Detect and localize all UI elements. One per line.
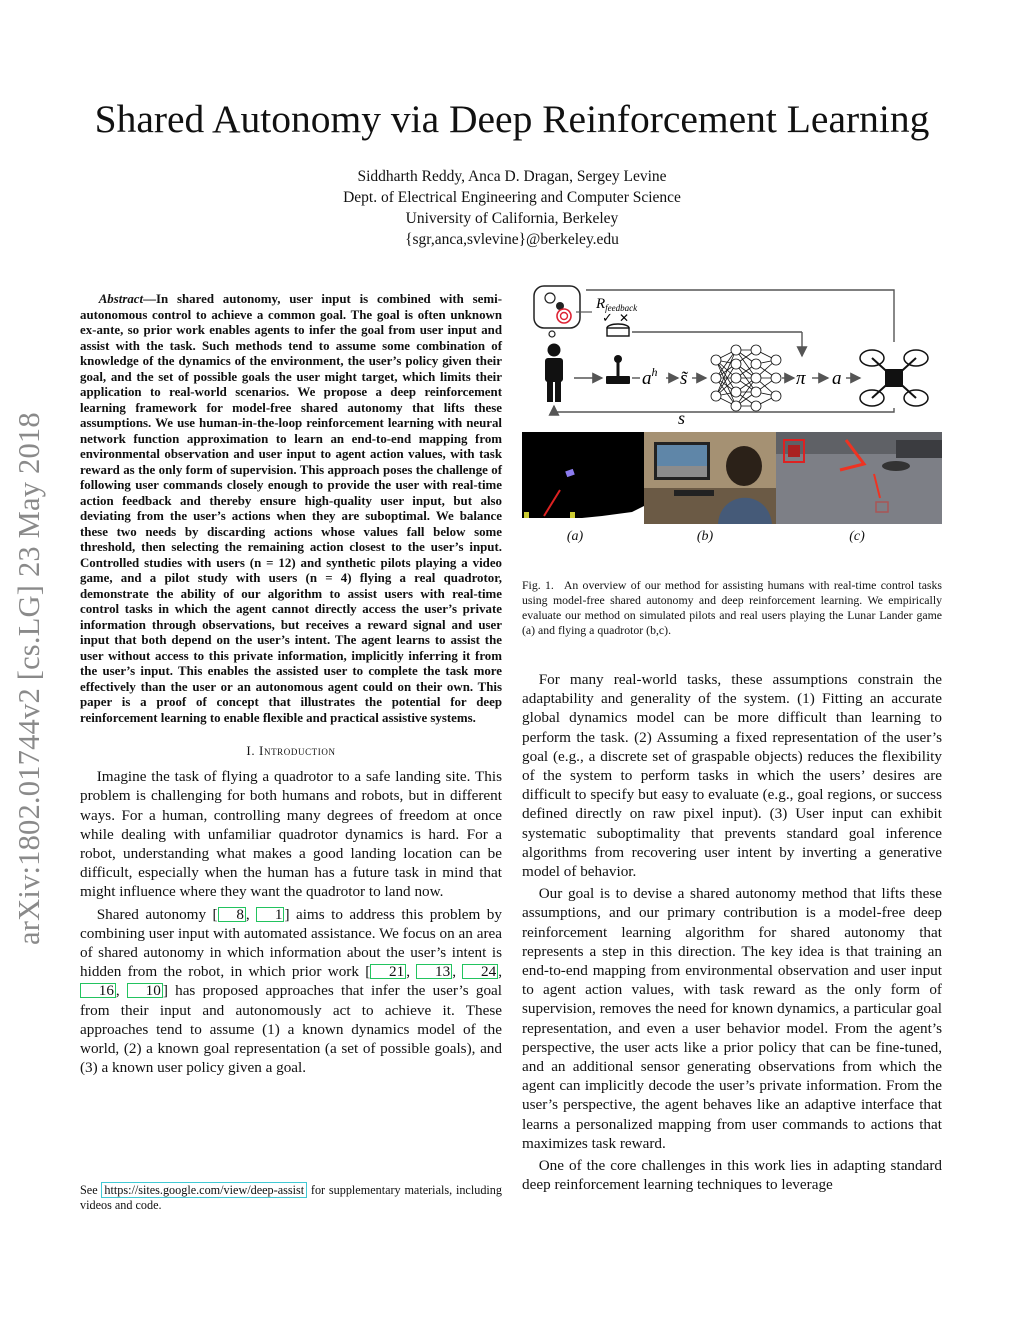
citation-link[interactable]: 10 [127,983,163,998]
figure-caption [522,578,942,638]
lunar-lander-screenshot [522,432,652,524]
augmented-state-label: s̃ [680,368,688,389]
right-column [522,670,942,1194]
citation-link[interactable]: 8 [218,907,246,922]
author-names: Siddharth Reddy, Anca D. Dragan, Sergey Levine [357,168,667,185]
author-university: University of California, Berkeley [405,210,619,227]
lunar-lander-scene [522,432,652,524]
user-action-label: $a^h$ [642,365,658,389]
policy-label: π [796,368,806,389]
author-department: Dept. of Electrical Engineering and Computer Science [343,189,681,206]
citation-link[interactable]: 1 [256,907,284,922]
quadrotor-arena-scene [776,432,942,524]
cross-icon: ✕ [619,311,630,325]
footnote-post: for supplementary materials, including videos and code. [80,1183,502,1212]
section-heading-introduction [80,741,502,760]
right-paragraph-1: For many real-world tasks, these assumptions constrain the adaptability and generality of the system. (1) Fitting an accurate global dynamics model can be more difficult than learning to perform the task. (2) Assuming a fixed representation of the user’s goal (e.g., a discrete set of graspable objects) reduces the flexibility of the system to perform tasks in which the users’ desires are difficult to specify but easy to evaluate (e.g., goal regions, or success defined directly on raw pixel input). (3) User input can exhibit systematic suboptimality that prevents standard goal inference algorithms from recovering user intent by inverting a generative model of behavior. [522,671,942,881]
supplementary-url-link[interactable]: https://sites.google.com/view/deep-assist [101,1182,307,1198]
section-number: I. [246,743,256,758]
citation-link[interactable]: 13 [416,964,452,979]
goal-thought-bubble-icon [534,286,580,337]
user-at-computer-scene [644,432,782,524]
author-block [112,166,912,250]
feedback-reward-label: $R_{feedback}$ [596,296,638,313]
figure-number: Fig. 1. [522,578,554,592]
intro-paragraph-2: Shared autonomy [ 8 , 1 ] aims to address this problem by combining user input with automated assistance. We focus on an area of shared autonomy in which information about the user’s intent is hidden from the robot, in which prior work [ 21 , 13 , 24 , 16 , 10 ] has proposed approaches that infer the user’s goal from their input and autonomously act to achieve it. These approaches tend to assume (1) a known dynamics model of the world, (2) a known goal representation (a set of possible goals), and (3) a known user policy given a goal. [80,905,503,1077]
author-email: {sgr,anca,svlevine}@berkeley.edu [405,231,619,248]
text-run: ] aims to address this problem by combining user input with automated assistance. We focus on an area of shared autonomy in which information about the user’s intent is hidden from the robot, in which prior work [ [80,905,502,981]
arxiv-stamp: arXiv:1802.01744v2 [cs.LG] 23 May 2018 [12,412,46,945]
citation-link[interactable]: 21 [370,964,406,979]
joystick-icon [606,355,630,384]
citation-link[interactable]: 24 [462,964,498,979]
figure-1 [522,284,942,554]
agent-action-label: a [832,368,842,389]
text-run: , [245,905,257,923]
neural-network-icon [711,345,781,411]
section-title: Introduction [259,743,336,758]
footnote [80,1183,502,1213]
abstract [80,292,502,726]
method-diagram [522,284,942,426]
footnote-pre: See [80,1183,102,1197]
right-paragraph-2: Our goal is to devise a shared autonomy method that lifts these assumptions, and our primary contribution is a model-free deep reinforcement learning algorithm for shared autonomy that represents a step in this direction. The key idea is that training an end-to-end mapping from environmental observation and user input to agent action values, with task reward as the only form of supervision, removes the need for known dynamics, a particular goal representation, and even a user behavior model. From the agent’s perspective, the user acts like a prior policy that can be fine-tuned, and an additional sensor generating observations from which the agent can implicitly decode the user’s private information. From the user’s perspective, the agent behaves like an adaptive interface that learns a personalized mapping from user commands to actions that maximizes task reward. [522,885,942,1152]
human-user-icon [545,344,563,403]
quadrotor-arena-photo [776,432,942,524]
citation-link[interactable]: 16 [80,983,116,998]
text-run: Shared autonomy [ [96,905,218,923]
state-label: s [678,408,686,426]
paper-title: Shared Autonomy via Deep Reinforcement Learning [94,97,930,141]
quadrotor-icon [860,350,928,406]
left-column [80,292,502,1077]
intro-paragraph-1: Imagine the task of flying a quadrotor to a safe landing site. This problem is challenging for both humans and robots, but in different ways. For a human, controlling many degrees of freedom at once while dealing with unfamiliar quadrotor dynamics is hard. For a robot, understanding what makes a good landing location can be difficult, especially when the human has a future task in mind that might influence where they want the quadrotor to land now. [80,768,502,901]
check-icon: ✓ [602,311,613,326]
abstract-lead: Abstract [98,292,144,306]
abstract-text: —In shared autonomy, user input is combined with semi-autonomous control to achieve a common goal. The goal is often unknown ex-ante, so prior work enables agents to infer the goal from user input and assist with the task. Such methods tend to assume some combination of knowledge of the dynamics of the environment, the user’s policy given their goal, and the set of possible goals the user might target, which limits their application to real-world scenarios. We propose a deep reinforcement learning framework for model-free shared autonomy that lifts these assumptions. We use human-in-the-loop reinforcement learning with neural network function approximation to learn an end-to-end mapping from environmental observation and user input to agent action values, with task reward as the only form of supervision. This approach poses the challenge of following user commands closely enough to provide the user with real-time action feedback and thereby ensure high-quality user input, but also deviating from the user’s actions when they are suboptimal. We balance these two needs by discarding actions whose values fall below some threshold, then selecting the remaining action closest to the user’s input. Controlled studies with users (n = 12) and synthetic pilots playing a video game, and a pilot study with users (n = 4) flying a real quadrotor, demonstrate the ability of our algorithm to assist users with real-time control tasks in which the agent cannot directly access the user’s private information through observations, but receives a reward signal and user input that both depend on the user’s intent. The agent learns to assist the user without access to this private information, implicitly inferring it from the user’s input. This enables the assisted user to complete the task more effectively than the user or an autonomous agent could on their own. This paper is a proof of concept that illustrates the potential for deep reinforcement learning to enable flexible and practical assistive systems. [80,292,502,725]
caption-text: An overview of our method for assisting humans with real-time control tasks using model-free shared autonomy and deep reinforcement learning. We empirically evaluate our method on simulated pilots and real users playing the Lunar Lander game (a) and flying a quadrotor (b,c). [522,578,943,637]
right-paragraph-3: One of the core challenges in this work lies in adapting standard deep reinforcement learning techniques to leverage [522,1157,942,1194]
panel-label-a: (a) [566,529,584,544]
panel-label-c: (c) [849,529,865,544]
text-run: ] has proposed approaches that infer the user’s goal from their input and autonomously act to achieve it. These approaches tend to assume (1) a known dynamics model of the world, (2) a known goal representation (a set of possible goals), and (3) a known user policy given a goal. [80,982,502,1077]
user-at-computer-photo [644,432,782,524]
panel-label-b: (b) [696,529,714,544]
